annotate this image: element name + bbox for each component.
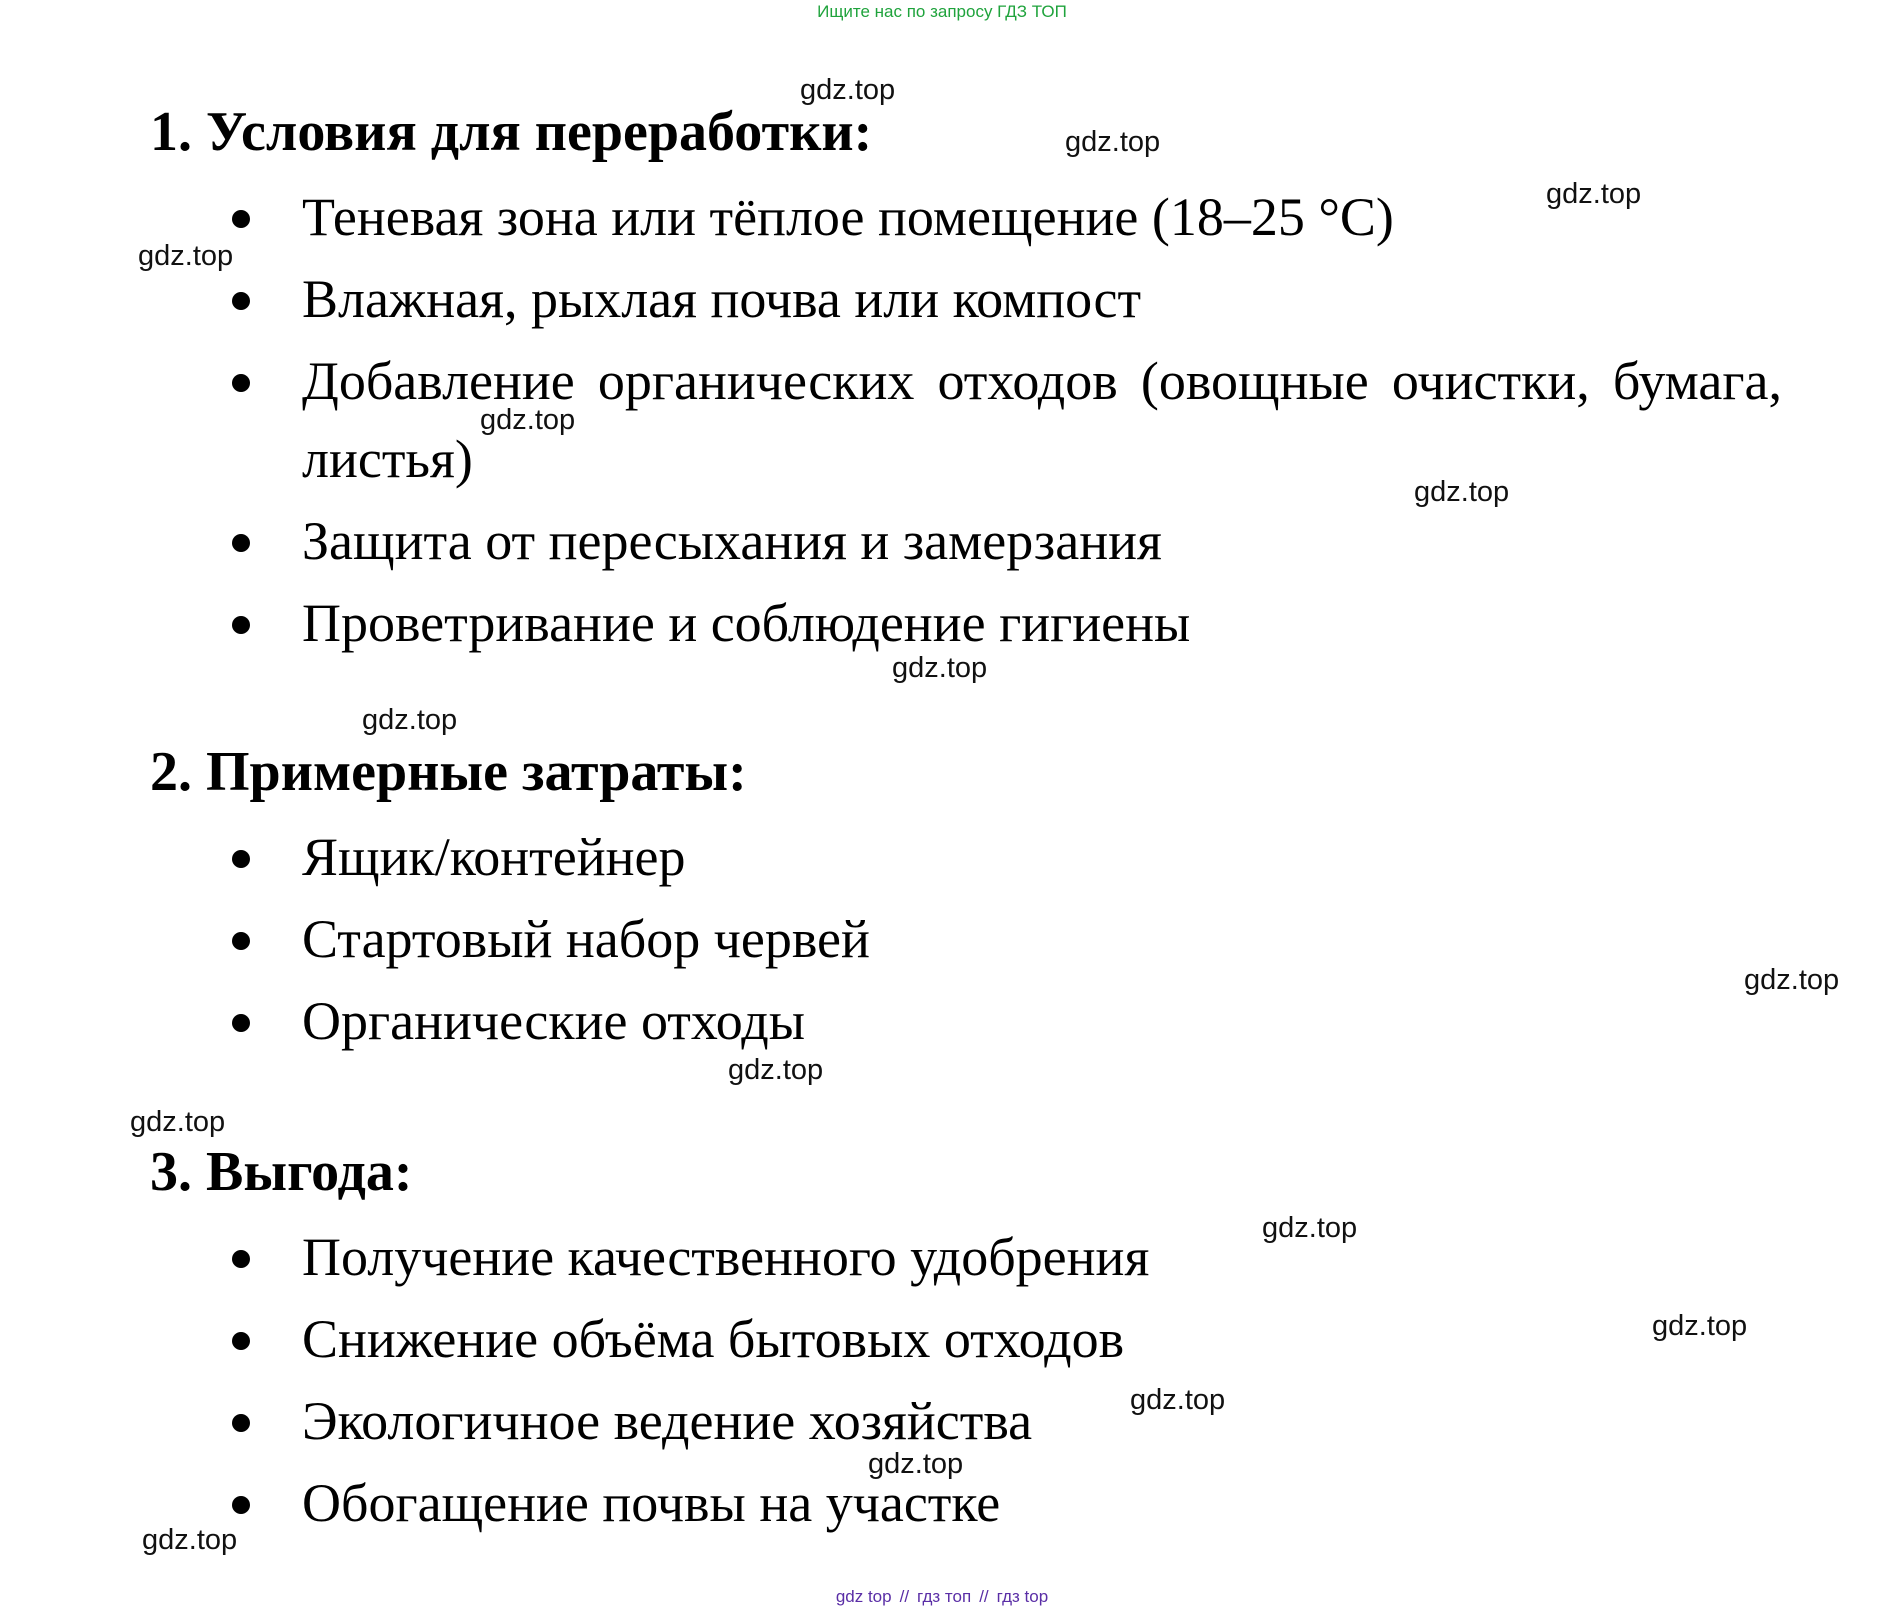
bullet-dot-icon <box>232 1250 250 1268</box>
list-item: Получение качественного удобрения <box>0 1218 1782 1300</box>
watermark: gdz.top <box>1130 1384 1226 1416</box>
watermark: gdz.top <box>1744 964 1840 996</box>
watermark: gdz.top <box>1414 476 1510 508</box>
list-item: Обогащение почвы на участке <box>0 1464 1782 1546</box>
bullet-dot-icon <box>232 210 250 228</box>
bullet-dot-icon <box>232 292 250 310</box>
bullet-dot-icon <box>232 374 250 392</box>
list-item: Добавление органических отходов (овощные очистки, бумага, листья) <box>0 342 1782 502</box>
list-item: Влажная, рыхлая почва или компост <box>0 260 1782 342</box>
list-item: Теневая зона или тёплое помещение (18–25 °С) <box>0 178 1782 260</box>
bullet-dot-icon <box>232 616 250 634</box>
watermark: gdz.top <box>1546 178 1642 210</box>
watermark: gdz.top <box>1065 126 1161 158</box>
bullet-dot-icon <box>232 1332 250 1350</box>
watermark: gdz.top <box>800 74 896 106</box>
footer-separator: // <box>899 1587 910 1606</box>
list-item: Экологичное ведение хозяйства <box>0 1382 1782 1464</box>
section-heading-conditions: 1. Условия для переработки: <box>150 101 873 163</box>
list-item: Защита от пересыхания и замерзания <box>0 502 1782 584</box>
bullet-dot-icon <box>232 534 250 552</box>
list-item: Снижение объёма бытовых отходов <box>0 1300 1782 1382</box>
bullet-dot-icon <box>232 1414 250 1432</box>
list-item: Ящик/контейнер <box>0 818 1782 900</box>
watermark: gdz.top <box>362 704 458 736</box>
footer-links <box>0 1587 1884 1607</box>
list-item: Стартовый набор червей <box>0 900 1782 982</box>
watermark: gdz.top <box>868 1448 964 1480</box>
bullet-dot-icon <box>232 1014 250 1032</box>
top-search-banner: Ищите нас по запросу ГДЗ ТОП <box>817 2 1067 21</box>
watermark: gdz.top <box>480 404 576 436</box>
footer-link-gdz-top-mixed[interactable]: гдз top <box>996 1587 1049 1606</box>
bullet-dot-icon <box>232 850 250 868</box>
watermark: gdz.top <box>142 1524 238 1556</box>
section-heading-costs: 2. Примерные затраты: <box>150 741 747 803</box>
bullet-dot-icon <box>232 1496 250 1514</box>
watermark: gdz.top <box>1652 1310 1748 1342</box>
section-heading-benefits: 3. Выгода: <box>150 1141 413 1203</box>
watermark: gdz.top <box>1262 1212 1358 1244</box>
costs-list <box>0 818 1782 1064</box>
bullet-dot-icon <box>232 932 250 950</box>
conditions-list <box>0 178 1782 666</box>
footer-separator: // <box>979 1587 989 1606</box>
watermark: gdz.top <box>892 652 988 684</box>
footer-link-gdz-top[interactable]: gdz top <box>835 1587 892 1606</box>
list-item: Органические отходы <box>0 982 1782 1064</box>
watermark: gdz.top <box>138 240 234 272</box>
benefits-list <box>0 1218 1782 1546</box>
watermark: gdz.top <box>728 1054 824 1086</box>
footer-link-gdz-top-ru[interactable]: гдз топ <box>917 1587 972 1606</box>
list-item: Проветривание и соблюдение гигиены <box>0 584 1782 666</box>
watermark: gdz.top <box>130 1106 226 1138</box>
